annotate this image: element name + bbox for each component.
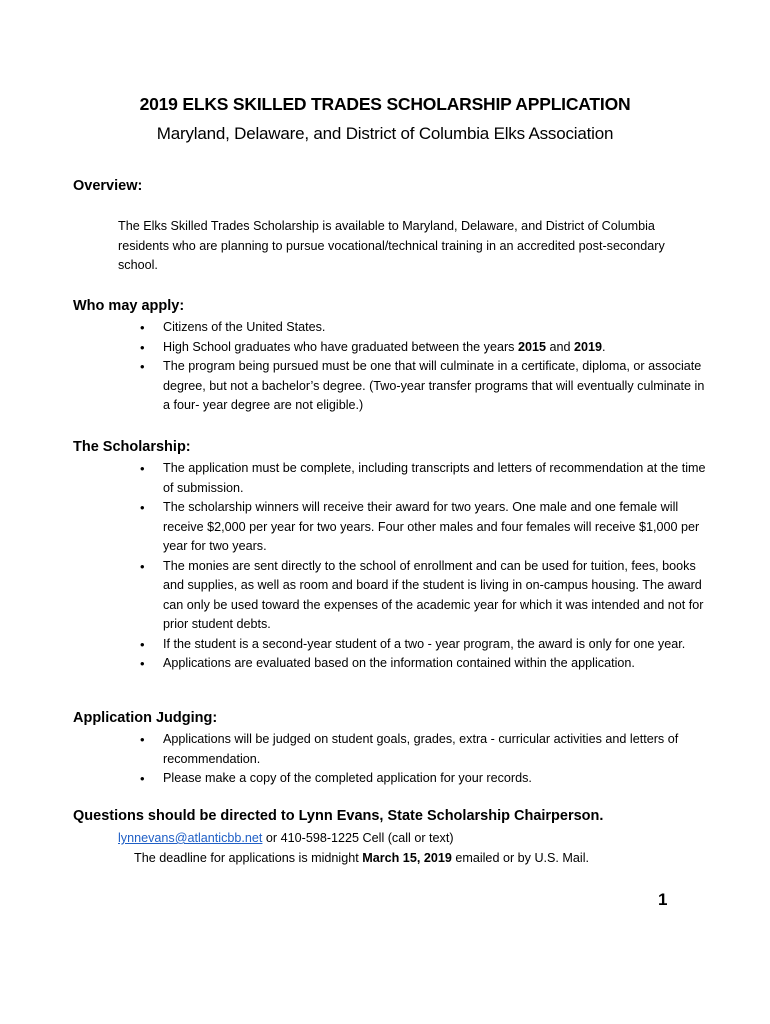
- year-start: 2015: [517, 339, 546, 354]
- list-item-text: .: [602, 339, 606, 354]
- judging-list: [140, 730, 710, 789]
- list-item: • Applications will be judged on student goals, grades, extra - curricular activities and letters of recommendation.: [140, 730, 710, 769]
- email-link[interactable]: lynnevans@atlanticbb.net: [118, 831, 263, 845]
- list-item: • The scholarship winners will receive their award for two years. One male and one female will receive $2,000 per year for two years. Four other males and four females will receive $1,000 per year for two years.: [140, 498, 710, 557]
- list-item-text: and: [546, 339, 575, 354]
- page-subtitle: Maryland, Delaware, and District of Columbia Elks Association: [156, 124, 614, 143]
- list-item-text: High School graduates who have graduated between the years: [163, 339, 518, 354]
- list-item: • The application must be complete, including transcripts and letters of recommendation at the time of submission.: [140, 459, 710, 498]
- overview-text: The Elks Skilled Trades Scholarship is available to Maryland, Delaware, and District of Columbia residents who are planning to pursue vocational/technical training in an accredited post-secondary school.: [118, 219, 665, 272]
- list-item: • Please make a copy of the completed application for your records.: [140, 769, 710, 789]
- deadline-date: March 15, 2019: [362, 851, 452, 865]
- overview-heading: Overview:: [73, 178, 143, 194]
- questions-heading: Questions should be directed to Lynn Evans, State Scholarship Chairperson.: [73, 808, 604, 824]
- contact-line: [118, 829, 454, 849]
- scholarship-heading: The Scholarship:: [73, 439, 191, 455]
- deadline-text: The deadline for applications is midnight: [134, 851, 363, 865]
- list-item: • The program being pursued must be one that will culminate in a certificate, diploma, or associate degree, but not a bachelor’s degree. (Two-year transfer programs that will eventually culminate in a four- year degree are not eligible.): [140, 357, 710, 416]
- judging-heading: Application Judging:: [73, 710, 218, 726]
- list-item: • Applications are evaluated based on the information contained within the application.: [140, 654, 710, 674]
- list-item: • If the student is a second-year student of a two - year program, the award is only for one year.: [140, 635, 710, 655]
- list-item: [140, 338, 710, 358]
- phone-text: or 410-598-1225 Cell (call or text): [262, 831, 454, 845]
- who-list: [140, 318, 710, 416]
- page-number: 1: [658, 890, 668, 909]
- deadline-line: [134, 849, 589, 869]
- list-item: • The monies are sent directly to the school of enrollment and can be used for tuition, fees, books and supplies, as well as room and board if the student is living in on-campus housing. The award can only be used toward the expenses of the academic year for which it was intended and not for prior student debts.: [140, 557, 710, 635]
- deadline-text: emailed or by U.S. Mail.: [451, 851, 590, 865]
- page-title: 2019 ELKS SKILLED TRADES SCHOLARSHIP APPLICATION: [139, 94, 631, 114]
- year-end: 2019: [574, 339, 603, 354]
- list-item: • Citizens of the United States.: [140, 318, 710, 338]
- scholarship-list: [140, 459, 710, 674]
- who-heading: Who may apply:: [73, 298, 185, 314]
